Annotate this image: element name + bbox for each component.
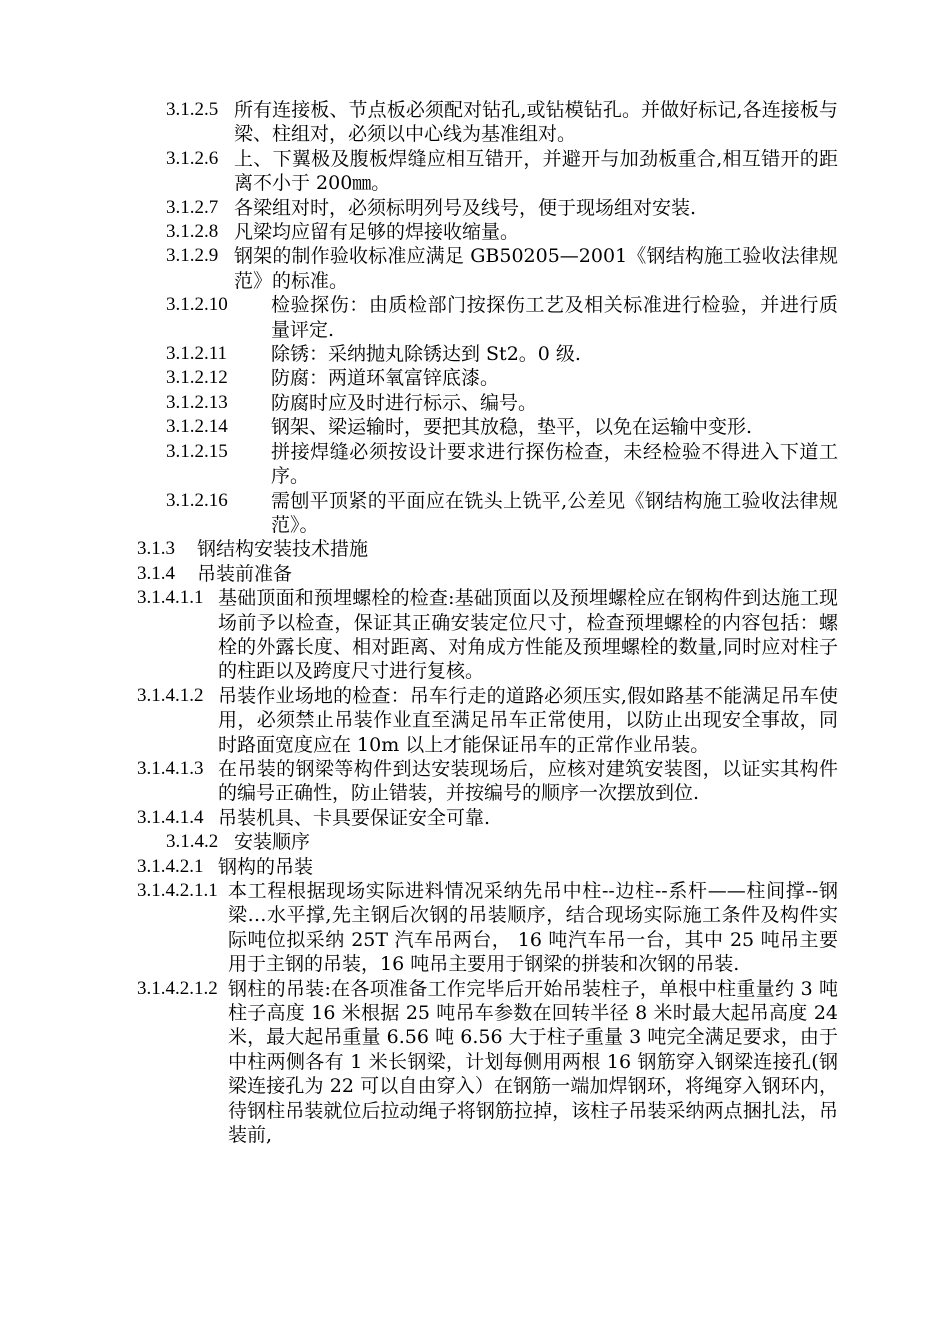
item-number: 3.1.2.5 bbox=[166, 99, 219, 120]
section-heading bbox=[0, 537, 838, 561]
item-number: 3.1.4.1.3 bbox=[137, 757, 204, 779]
list-item bbox=[0, 684, 838, 757]
item-number: 3.1.4.2.1.1 bbox=[137, 880, 218, 901]
list-item bbox=[0, 415, 838, 439]
item-text: 钢柱的吊装:在各项准备工作完毕后开始吊装柱子，单根中柱重量约 3 吨柱子高度 16 米根据 25 吨吊车参数在回转半径 8 米时最大起吊高度 24 米，最大起吊重量 6.56 吨 6.56 大于柱子重量 3 吨完全满足要求，由于中柱两侧各有 1 米长钢梁，计划每侧用两根 16 钢筋穿入钢梁连接孔(钢梁连接孔为 22 可以自由穿入）在钢筋一端加焊钢环，将绳穿入钢环内，待钢柱吊装就位后拉动绳子将钢筋拉掉，该柱子吊装采纳两点捆扎法，吊装前, bbox=[228, 977, 838, 1147]
section-heading bbox=[0, 830, 838, 854]
item-text: 拼接焊缝必须按设计要求进行探伤检查，未经检验不得进入下道工序。 bbox=[271, 440, 838, 488]
item-text: 防腐时应及时进行标示、编号。 bbox=[271, 391, 538, 414]
item-text: 钢架、梁运输时，要把其放稳，垫平，以免在运输中变形. bbox=[271, 416, 753, 439]
item-text: 所有连接板、节点板必须配对钻孔,或钻模钻孔。并做好标记,各连接板与梁、柱组对，必须以中心线为基准组对。 bbox=[234, 99, 838, 146]
item-text: 上、下翼极及腹板焊缝应相互错开，并避开与加劲板重合,相互错开的距离不小于 200㎜。 bbox=[234, 147, 838, 195]
item-number: 3.1.4.2.1.2 bbox=[137, 977, 218, 999]
item-text: 需刨平顶紧的平面应在铣头上铣平,公差见《钢结构施工验收法律规范》。 bbox=[271, 489, 838, 536]
item-text: 除锈：采纳抛丸除锈达到 St2。0 级. bbox=[271, 343, 581, 366]
item-number: 3.1.2.8 bbox=[166, 221, 219, 243]
section-number: 3.1.4.2 bbox=[166, 831, 219, 853]
item-number: 3.1.2.14 bbox=[166, 416, 228, 438]
item-number: 3.1.2.11 bbox=[166, 343, 228, 365]
section-title: 安装顺序 bbox=[234, 831, 311, 854]
item-text: 检验探伤：由质检部门按探伤工艺及相关标准进行检验，并进行质量评定. bbox=[271, 294, 838, 341]
section-title: 钢构的吊装 bbox=[218, 855, 314, 878]
item-text: 凡梁均应留有足够的焊接收缩量。 bbox=[234, 221, 520, 244]
item-text: 防腐：两道环氧富锌底漆。 bbox=[271, 367, 500, 390]
item-number: 3.1.2.7 bbox=[166, 196, 219, 218]
item-text: 在吊装的钢梁等构件到达安装现场后，应核对建筑安装图，以证实其构件的编号正确性，防止错装，并按编号的顺序一次摆放到位. bbox=[218, 757, 838, 805]
item-number: 3.1.2.10 bbox=[166, 294, 228, 316]
list-item bbox=[0, 806, 838, 830]
item-text: 基础顶面和预埋螺栓的检查:基础顶面以及预埋螺栓应在钢构件到达施工现场前予以检查，保证其正确安装定位尺寸，检查预埋螺栓的内容包括：螺栓的外露长度、相对距离、对角成方性能及预埋螺栓的数量,同时应对柱子的柱距以及跨度尺寸进行复核。 bbox=[218, 587, 838, 683]
list-item bbox=[0, 757, 838, 806]
list-item bbox=[0, 391, 838, 415]
list-item bbox=[0, 220, 838, 244]
list-item bbox=[0, 244, 838, 293]
list-item bbox=[0, 293, 838, 342]
item-text: 吊装作业场地的检查：吊车行走的道路必须压实,假如路基不能满足吊车使用，必须禁止吊装作业直至满足吊车正常使用，以防止出现安全事故，同时路面宽度应在 10m 以上才能保证吊车的正常作业吊装。 bbox=[218, 684, 838, 756]
section-number: 3.1.4 bbox=[137, 562, 175, 584]
section-heading bbox=[0, 562, 838, 586]
section-number: 3.1.3 bbox=[137, 538, 175, 560]
item-number: 3.1.2.12 bbox=[166, 367, 228, 389]
list-item bbox=[0, 879, 838, 977]
section-title: 吊装前准备 bbox=[197, 562, 293, 585]
section-number: 3.1.4.2.1 bbox=[137, 855, 204, 877]
item-number: 3.1.2.16 bbox=[166, 489, 228, 511]
list-item bbox=[0, 98, 838, 147]
item-number: 3.1.4.1.4 bbox=[137, 806, 204, 828]
item-number: 3.1.4.1.1 bbox=[137, 587, 204, 609]
list-item bbox=[0, 342, 838, 366]
list-item bbox=[0, 440, 838, 489]
list-item bbox=[0, 977, 838, 1148]
item-number: 3.1.2.6 bbox=[166, 147, 219, 169]
list-item bbox=[0, 366, 838, 390]
list-item bbox=[0, 147, 838, 196]
item-number: 3.1.4.1.2 bbox=[137, 684, 204, 706]
document-page bbox=[0, 98, 950, 1147]
item-number: 3.1.2.9 bbox=[166, 245, 219, 267]
item-number: 3.1.2.13 bbox=[166, 391, 228, 413]
list-item bbox=[0, 196, 838, 220]
item-text: 钢架的制作验收标准应满足 GB50205—2001《钢结构施工验收法律规范》的标准。 bbox=[234, 245, 838, 292]
list-item bbox=[0, 489, 838, 538]
section-heading bbox=[0, 855, 838, 879]
item-text: 各梁组对时，必须标明列号及线号，便于现场组对安装. bbox=[234, 196, 697, 219]
item-number: 3.1.2.15 bbox=[166, 440, 228, 462]
item-text: 吊装机具、卡具要保证安全可靠. bbox=[218, 806, 491, 829]
list-item bbox=[0, 586, 838, 684]
item-text: 本工程根据现场实际进料情况采纳先吊中柱--边柱--系杆——柱间撑--钢梁…水平撑,先主钢后次钢的吊装顺序，结合现场实际施工条件及构件实际吨位拟采纳 25T 汽车吊两台， 16 吨汽车吊一台，其中 25 吨吊主要用于主钢的吊装，16 吨吊主要用于钢梁的拼装和次钢的吊装. bbox=[228, 880, 838, 976]
section-title: 钢结构安装技术措施 bbox=[197, 538, 369, 561]
